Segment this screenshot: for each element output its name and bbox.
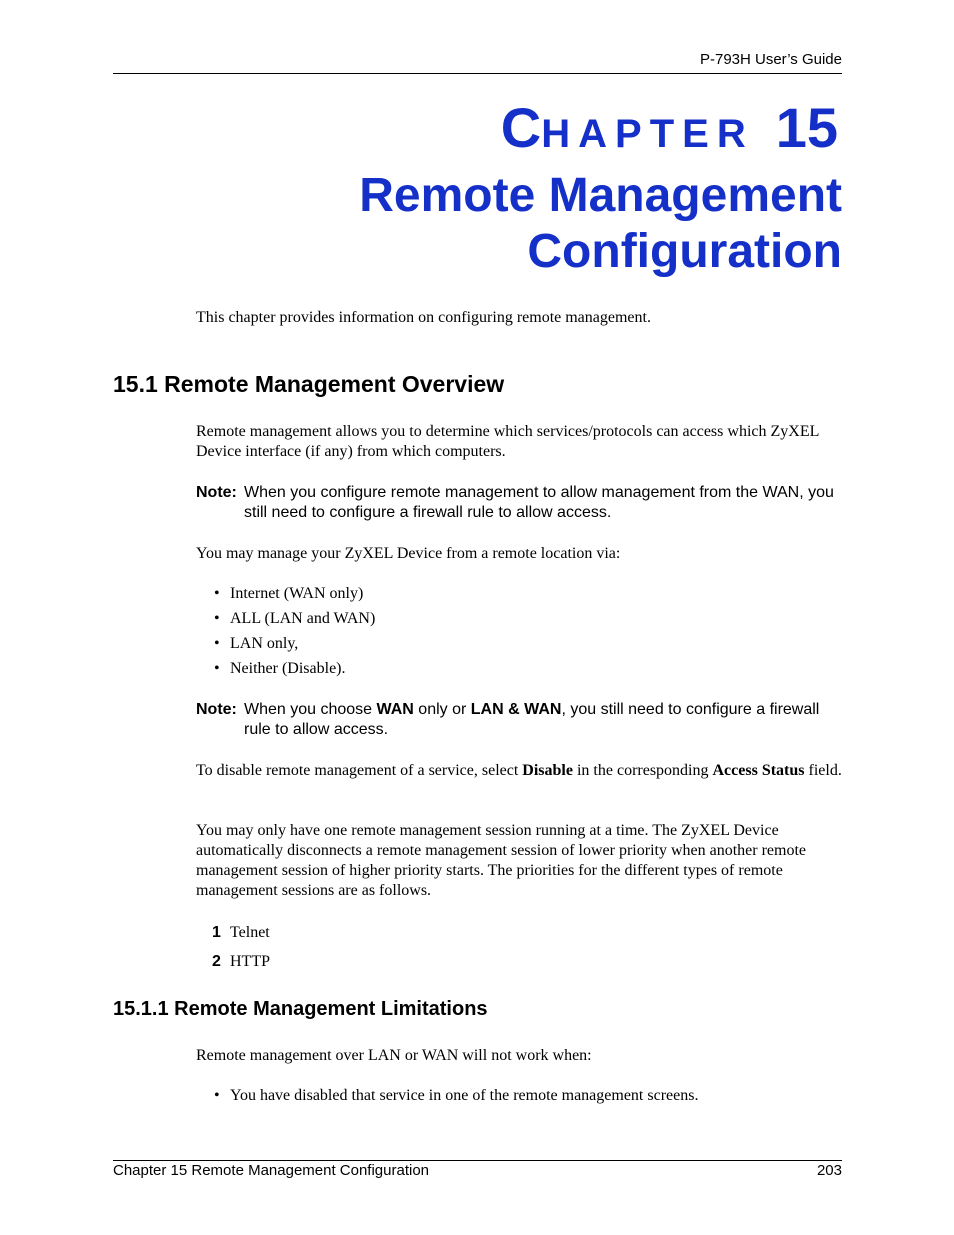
- overview-paragraph: Remote management allows you to determine which services/protocols can access which ZyXEL Device interface (if any) from which computers.: [196, 423, 819, 460]
- note-label: Note:: [196, 701, 237, 718]
- footer-chapter-label: Chapter 15 Remote Management Configuration: [113, 1162, 430, 1179]
- chapter-title-line2: Configuration: [527, 225, 842, 278]
- chapter-title: [142, 168, 842, 280]
- footer-rule: [113, 1160, 842, 1161]
- note-text: When you choose WAN only or LAN & WAN, you still need to configure a firewall rule to allow access.: [244, 701, 820, 738]
- chapter-label: [500, 96, 838, 159]
- header-rule: [113, 73, 842, 74]
- list-item: • Internet (WAN only): [214, 585, 364, 602]
- note-wan-lan: [196, 700, 846, 740]
- section-heading-15-1: 15.1 Remote Management Overview: [113, 371, 505, 397]
- chapter-cap-letter: C: [500, 96, 542, 159]
- priority-item: 2 HTTP: [212, 953, 270, 970]
- chapter-number: 15: [775, 96, 838, 159]
- note-firewall-wan: [196, 483, 846, 523]
- chapter-title-line1: Remote Management: [359, 169, 842, 222]
- page-number: 203: [816, 1162, 842, 1179]
- section-heading-15-1-1: 15.1.1 Remote Management Limitations: [113, 998, 488, 1020]
- list-item: • Neither (Disable).: [214, 660, 346, 677]
- list-item: • LAN only,: [214, 635, 299, 652]
- limitations-paragraph: Remote management over LAN or WAN will not work when:: [196, 1047, 592, 1064]
- priority-item: 1 Telnet: [212, 924, 270, 941]
- note-label: Note:: [196, 484, 237, 501]
- session-priority-paragraph: You may only have one remote management session running at a time. The ZyXEL Device automatically disconnects a remote management session of lower priority when another remote management session of higher priority starts. The priorities for the different types of remote management sessions are as follows.: [196, 822, 807, 899]
- list-item: • ALL (LAN and WAN): [214, 610, 376, 627]
- list-item: • You have disabled that service in one of the remote management screens.: [214, 1087, 699, 1104]
- running-header: P-793H User’s Guide: [699, 51, 842, 68]
- remote-location-paragraph: You may manage your ZyXEL Device from a remote location via:: [196, 545, 621, 562]
- note-text: When you configure remote management to allow management from the WAN, you still need to configure a firewall rule to allow access.: [244, 484, 834, 521]
- intro-paragraph: This chapter provides information on configuring remote management.: [196, 309, 651, 326]
- chapter-small-caps: HAPTER: [541, 112, 754, 156]
- disable-paragraph: To disable remote management of a service, select Disable in the corresponding Access Status field.: [196, 762, 842, 779]
